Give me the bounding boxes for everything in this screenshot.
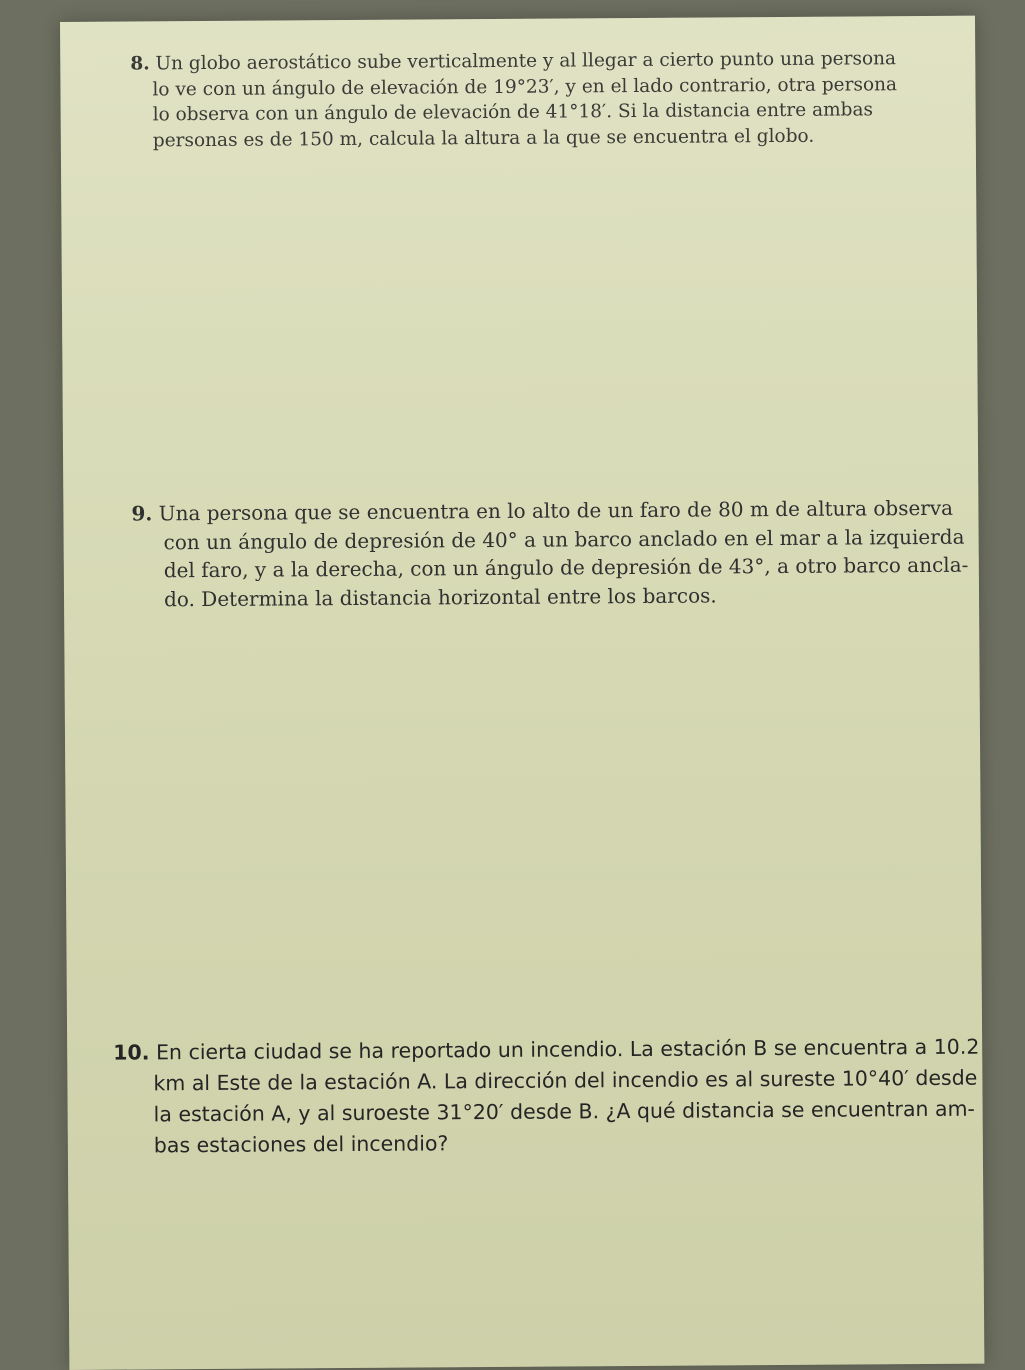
worksheet-page bbox=[60, 16, 984, 1370]
problem-8 bbox=[130, 46, 897, 153]
problem-10-line-4: bas estaciones del incendio? bbox=[153, 1131, 449, 1158]
problem-9-line-2: con un ángulo de depresión de 40° a un barco anclado en el mar a la izquierda bbox=[163, 524, 965, 554]
problem-9-line-4: do. Determina la distancia horizontal entre los barcos. bbox=[163, 583, 717, 612]
problem-10-line-3: la estación A, y al suroeste 31°20′ desde B. ¿A qué distancia se encuentran am- bbox=[153, 1096, 975, 1127]
problem-8-line-2: lo ve con un ángulo de elevación de 19°23′, y en el lado contrario, otra persona bbox=[152, 73, 898, 100]
problem-9 bbox=[131, 494, 968, 614]
problem-8-line-4: personas es de 150 m, calcula la altura a la que se encuentra el globo. bbox=[152, 125, 815, 151]
problem-8-number: 8. bbox=[130, 53, 150, 75]
problem-9-line-3: del faro, y a la derecha, con un ángulo de depresión de 43°, a otro barco ancla- bbox=[163, 552, 969, 583]
problem-10-line-2: km al Este de la estación A. La dirección del incendio es al sureste 10°40′ desde bbox=[153, 1065, 978, 1096]
problem-9-number: 9. bbox=[131, 501, 153, 526]
problem-10 bbox=[113, 1032, 980, 1163]
problem-10-number: 10. bbox=[113, 1040, 150, 1065]
problem-8-line-3: lo observa con un ángulo de elevación de 41°18′. Si la distancia entre ambas bbox=[152, 99, 874, 126]
problem-8-line-1: 8. Un globo aerostático sube verticalmente y al llegar a cierto punto una persona bbox=[130, 48, 897, 75]
problem-9-line-1: 9. Una persona que se encuentra en lo alto de un faro de 80 m de altura observa bbox=[131, 495, 954, 526]
problem-10-line-1: 10. En cierta ciudad se ha reportado un incendio. La estación B se encuentra a 10.2 bbox=[113, 1034, 980, 1065]
